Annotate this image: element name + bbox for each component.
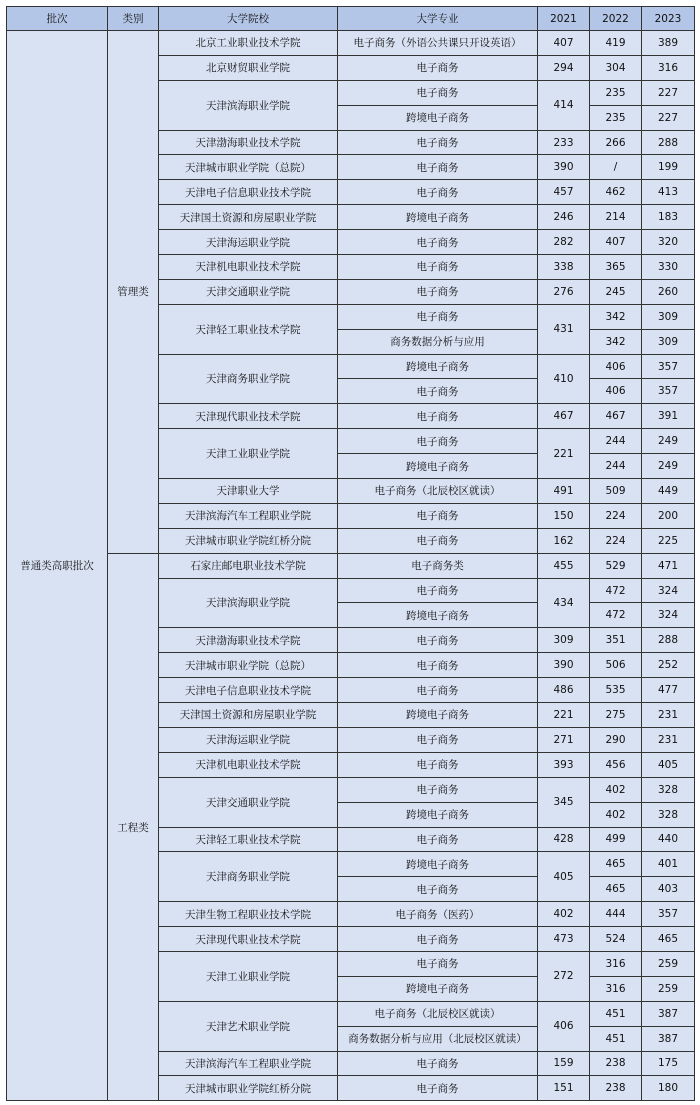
score-2023-cell: 260 bbox=[642, 279, 695, 304]
major-cell: 电子商务 bbox=[338, 279, 538, 304]
major-cell: 电子商务 bbox=[338, 255, 538, 280]
score-2023-cell: 324 bbox=[642, 603, 695, 628]
score-2021-cell: 434 bbox=[538, 578, 590, 628]
score-2021-cell: 393 bbox=[538, 752, 590, 777]
major-cell: 电子商务 bbox=[338, 951, 538, 976]
major-cell: 电子商务 bbox=[338, 379, 538, 404]
score-2021-cell: 221 bbox=[538, 429, 590, 479]
admission-score-table bbox=[6, 6, 695, 1101]
score-2023-cell: 249 bbox=[642, 429, 695, 454]
score-2021-cell: 467 bbox=[538, 404, 590, 429]
score-2021-cell: 338 bbox=[538, 255, 590, 280]
score-2022-cell: 407 bbox=[590, 230, 642, 255]
score-2021-cell: 271 bbox=[538, 727, 590, 752]
batch-cell: 普通类高职批次 bbox=[7, 31, 108, 1101]
score-2023-cell: 413 bbox=[642, 180, 695, 205]
score-2022-cell: 465 bbox=[590, 877, 642, 902]
score-2022-cell: 342 bbox=[590, 304, 642, 329]
school-cell: 石家庄邮电职业技术学院 bbox=[159, 553, 338, 578]
score-2021-cell: 151 bbox=[538, 1076, 590, 1101]
score-2022-cell: 245 bbox=[590, 279, 642, 304]
major-cell: 电子商务类 bbox=[338, 553, 538, 578]
header-school: 大学院校 bbox=[159, 7, 338, 31]
score-2023-cell: 401 bbox=[642, 852, 695, 877]
header-year-2021: 2021 bbox=[538, 7, 590, 31]
score-2022-cell: 444 bbox=[590, 902, 642, 927]
score-2022-cell: 304 bbox=[590, 55, 642, 80]
school-cell: 天津艺术职业学院 bbox=[159, 1001, 338, 1051]
major-cell: 商务数据分析与应用 bbox=[338, 329, 538, 354]
score-2021-cell: 276 bbox=[538, 279, 590, 304]
score-2022-cell: 342 bbox=[590, 329, 642, 354]
score-2023-cell: 357 bbox=[642, 379, 695, 404]
school-cell: 天津生物工程职业技术学院 bbox=[159, 902, 338, 927]
score-2023-cell: 259 bbox=[642, 976, 695, 1001]
school-cell: 天津交通职业学院 bbox=[159, 777, 338, 827]
score-2021-cell: 390 bbox=[538, 155, 590, 180]
score-2023-cell: 387 bbox=[642, 1026, 695, 1051]
score-2022-cell: 238 bbox=[590, 1076, 642, 1101]
score-2021-cell: 294 bbox=[538, 55, 590, 80]
score-2023-cell: 175 bbox=[642, 1051, 695, 1076]
major-cell: 电子商务 bbox=[338, 404, 538, 429]
score-2023-cell: 328 bbox=[642, 777, 695, 802]
school-cell: 天津海运职业学院 bbox=[159, 727, 338, 752]
score-2022-cell: 462 bbox=[590, 180, 642, 205]
score-2023-cell: 320 bbox=[642, 230, 695, 255]
school-cell: 天津城市职业学院红桥分院 bbox=[159, 528, 338, 553]
score-2022-cell: 316 bbox=[590, 976, 642, 1001]
major-cell: 电子商务 bbox=[338, 80, 538, 105]
major-cell: 跨境电子商务 bbox=[338, 105, 538, 130]
score-2021-cell: 150 bbox=[538, 503, 590, 528]
major-cell: 电子商务 bbox=[338, 528, 538, 553]
score-2023-cell: 357 bbox=[642, 902, 695, 927]
school-cell: 天津商务职业学院 bbox=[159, 852, 338, 902]
score-2021-cell: 402 bbox=[538, 902, 590, 927]
score-2022-cell: 235 bbox=[590, 80, 642, 105]
score-2022-cell: 224 bbox=[590, 503, 642, 528]
score-2022-cell: 316 bbox=[590, 951, 642, 976]
major-cell: 电子商务 bbox=[338, 927, 538, 952]
major-cell: 跨境电子商务 bbox=[338, 354, 538, 379]
score-2023-cell: 199 bbox=[642, 155, 695, 180]
school-cell: 天津轻工职业技术学院 bbox=[159, 827, 338, 852]
score-2022-cell: 235 bbox=[590, 105, 642, 130]
school-cell: 天津机电职业技术学院 bbox=[159, 255, 338, 280]
major-cell: 跨境电子商务 bbox=[338, 852, 538, 877]
school-cell: 天津机电职业技术学院 bbox=[159, 752, 338, 777]
table-row bbox=[7, 31, 695, 56]
school-cell: 天津现代职业技术学院 bbox=[159, 404, 338, 429]
major-cell: 电子商务 bbox=[338, 130, 538, 155]
score-2023-cell: 288 bbox=[642, 628, 695, 653]
header-major: 大学专业 bbox=[338, 7, 538, 31]
score-2022-cell: 406 bbox=[590, 354, 642, 379]
school-cell: 天津电子信息职业技术学院 bbox=[159, 180, 338, 205]
score-2023-cell: 440 bbox=[642, 827, 695, 852]
school-cell: 天津交通职业学院 bbox=[159, 279, 338, 304]
score-2022-cell: 402 bbox=[590, 802, 642, 827]
score-2021-cell: 221 bbox=[538, 703, 590, 728]
school-cell: 天津电子信息职业技术学院 bbox=[159, 678, 338, 703]
major-cell: 电子商务 bbox=[338, 55, 538, 80]
score-2022-cell: 472 bbox=[590, 578, 642, 603]
school-cell: 天津渤海职业技术学院 bbox=[159, 628, 338, 653]
school-cell: 天津滨海职业学院 bbox=[159, 80, 338, 130]
score-2022-cell: 451 bbox=[590, 1026, 642, 1051]
score-2022-cell: 419 bbox=[590, 31, 642, 56]
major-cell: 电子商务 bbox=[338, 877, 538, 902]
category-cell: 管理类 bbox=[108, 31, 159, 554]
score-2022-cell: 244 bbox=[590, 454, 642, 479]
school-cell: 天津商务职业学院 bbox=[159, 354, 338, 404]
major-cell: 电子商务 bbox=[338, 155, 538, 180]
score-2021-cell: 309 bbox=[538, 628, 590, 653]
score-2022-cell: 524 bbox=[590, 927, 642, 952]
score-2023-cell: 316 bbox=[642, 55, 695, 80]
score-2021-cell: 233 bbox=[538, 130, 590, 155]
major-cell: 电子商务 bbox=[338, 752, 538, 777]
school-cell: 天津滨海汽车工程职业学院 bbox=[159, 1051, 338, 1076]
major-cell: 跨境电子商务 bbox=[338, 802, 538, 827]
score-2023-cell: 225 bbox=[642, 528, 695, 553]
score-2021-cell: 491 bbox=[538, 479, 590, 504]
major-cell: 电子商务 bbox=[338, 503, 538, 528]
score-2022-cell: 244 bbox=[590, 429, 642, 454]
score-2022-cell: 224 bbox=[590, 528, 642, 553]
score-2023-cell: 328 bbox=[642, 802, 695, 827]
major-cell: 电子商务（北辰校区就读） bbox=[338, 1001, 538, 1026]
score-2022-cell: 406 bbox=[590, 379, 642, 404]
table-row bbox=[7, 553, 695, 578]
score-2022-cell: 266 bbox=[590, 130, 642, 155]
header-batch: 批次 bbox=[7, 7, 108, 31]
school-cell: 天津工业职业学院 bbox=[159, 429, 338, 479]
major-cell: 电子商务 bbox=[338, 578, 538, 603]
score-2021-cell: 406 bbox=[538, 1001, 590, 1051]
major-cell: 跨境电子商务 bbox=[338, 603, 538, 628]
score-2023-cell: 389 bbox=[642, 31, 695, 56]
school-cell: 天津工业职业学院 bbox=[159, 951, 338, 1001]
major-cell: 电子商务 bbox=[338, 777, 538, 802]
score-2023-cell: 357 bbox=[642, 354, 695, 379]
score-2021-cell: 473 bbox=[538, 927, 590, 952]
major-cell: 跨境电子商务 bbox=[338, 976, 538, 1001]
score-2023-cell: 288 bbox=[642, 130, 695, 155]
table-body bbox=[7, 31, 695, 1101]
score-2023-cell: 477 bbox=[642, 678, 695, 703]
score-2023-cell: 391 bbox=[642, 404, 695, 429]
score-2021-cell: 428 bbox=[538, 827, 590, 852]
header-year-2022: 2022 bbox=[590, 7, 642, 31]
score-2022-cell: 499 bbox=[590, 827, 642, 852]
score-2021-cell: 246 bbox=[538, 205, 590, 230]
header-year-2023: 2023 bbox=[642, 7, 695, 31]
score-2022-cell: 465 bbox=[590, 852, 642, 877]
major-cell: 电子商务（北辰校区就读） bbox=[338, 479, 538, 504]
score-2021-cell: 282 bbox=[538, 230, 590, 255]
score-2023-cell: 227 bbox=[642, 105, 695, 130]
school-cell: 天津渤海职业技术学院 bbox=[159, 130, 338, 155]
major-cell: 跨境电子商务 bbox=[338, 703, 538, 728]
score-2022-cell: 529 bbox=[590, 553, 642, 578]
score-2022-cell: 214 bbox=[590, 205, 642, 230]
major-cell: 电子商务 bbox=[338, 230, 538, 255]
school-cell: 天津国土资源和房屋职业学院 bbox=[159, 205, 338, 230]
score-2023-cell: 259 bbox=[642, 951, 695, 976]
score-2021-cell: 345 bbox=[538, 777, 590, 827]
score-2022-cell: 275 bbox=[590, 703, 642, 728]
score-2021-cell: 390 bbox=[538, 653, 590, 678]
score-2023-cell: 403 bbox=[642, 877, 695, 902]
score-2023-cell: 324 bbox=[642, 578, 695, 603]
score-2023-cell: 180 bbox=[642, 1076, 695, 1101]
score-2023-cell: 227 bbox=[642, 80, 695, 105]
school-cell: 天津职业大学 bbox=[159, 479, 338, 504]
score-2022-cell: / bbox=[590, 155, 642, 180]
score-2022-cell: 472 bbox=[590, 603, 642, 628]
school-cell: 天津城市职业学院（总院） bbox=[159, 653, 338, 678]
score-2021-cell: 431 bbox=[538, 304, 590, 354]
score-2023-cell: 465 bbox=[642, 927, 695, 952]
major-cell: 电子商务 bbox=[338, 653, 538, 678]
score-2023-cell: 200 bbox=[642, 503, 695, 528]
score-2021-cell: 272 bbox=[538, 951, 590, 1001]
score-2023-cell: 249 bbox=[642, 454, 695, 479]
score-2022-cell: 467 bbox=[590, 404, 642, 429]
score-2023-cell: 309 bbox=[642, 304, 695, 329]
major-cell: 电子商务 bbox=[338, 304, 538, 329]
major-cell: 电子商务 bbox=[338, 1051, 538, 1076]
score-2022-cell: 506 bbox=[590, 653, 642, 678]
score-2022-cell: 509 bbox=[590, 479, 642, 504]
major-cell: 跨境电子商务 bbox=[338, 205, 538, 230]
school-cell: 天津城市职业学院（总院） bbox=[159, 155, 338, 180]
score-2022-cell: 238 bbox=[590, 1051, 642, 1076]
school-cell: 天津海运职业学院 bbox=[159, 230, 338, 255]
score-2022-cell: 290 bbox=[590, 727, 642, 752]
score-2022-cell: 535 bbox=[590, 678, 642, 703]
school-cell: 北京工业职业技术学院 bbox=[159, 31, 338, 56]
school-cell: 北京财贸职业学院 bbox=[159, 55, 338, 80]
score-2022-cell: 365 bbox=[590, 255, 642, 280]
score-2021-cell: 407 bbox=[538, 31, 590, 56]
header-row bbox=[7, 7, 695, 31]
school-cell: 天津滨海汽车工程职业学院 bbox=[159, 503, 338, 528]
major-cell: 跨境电子商务 bbox=[338, 454, 538, 479]
score-2023-cell: 449 bbox=[642, 479, 695, 504]
score-2023-cell: 387 bbox=[642, 1001, 695, 1026]
score-2021-cell: 414 bbox=[538, 80, 590, 130]
school-cell: 天津国土资源和房屋职业学院 bbox=[159, 703, 338, 728]
score-2023-cell: 231 bbox=[642, 703, 695, 728]
score-2023-cell: 471 bbox=[642, 553, 695, 578]
score-2023-cell: 183 bbox=[642, 205, 695, 230]
score-2022-cell: 351 bbox=[590, 628, 642, 653]
score-2023-cell: 330 bbox=[642, 255, 695, 280]
score-2023-cell: 252 bbox=[642, 653, 695, 678]
score-2022-cell: 451 bbox=[590, 1001, 642, 1026]
category-cell: 工程类 bbox=[108, 553, 159, 1101]
score-2021-cell: 410 bbox=[538, 354, 590, 404]
major-cell: 电子商务 bbox=[338, 678, 538, 703]
score-2021-cell: 457 bbox=[538, 180, 590, 205]
major-cell: 电子商务（医药） bbox=[338, 902, 538, 927]
score-2023-cell: 231 bbox=[642, 727, 695, 752]
major-cell: 电子商务（外语公共课只开设英语） bbox=[338, 31, 538, 56]
score-2021-cell: 159 bbox=[538, 1051, 590, 1076]
major-cell: 电子商务 bbox=[338, 628, 538, 653]
score-2021-cell: 455 bbox=[538, 553, 590, 578]
score-2022-cell: 456 bbox=[590, 752, 642, 777]
header-category: 类别 bbox=[108, 7, 159, 31]
school-cell: 天津轻工职业技术学院 bbox=[159, 304, 338, 354]
major-cell: 电子商务 bbox=[338, 727, 538, 752]
major-cell: 电子商务 bbox=[338, 1076, 538, 1101]
score-2023-cell: 309 bbox=[642, 329, 695, 354]
score-2023-cell: 405 bbox=[642, 752, 695, 777]
score-2021-cell: 486 bbox=[538, 678, 590, 703]
school-cell: 天津城市职业学院红桥分院 bbox=[159, 1076, 338, 1101]
score-2021-cell: 162 bbox=[538, 528, 590, 553]
school-cell: 天津滨海职业学院 bbox=[159, 578, 338, 628]
school-cell: 天津现代职业技术学院 bbox=[159, 927, 338, 952]
major-cell: 电子商务 bbox=[338, 827, 538, 852]
major-cell: 商务数据分析与应用（北辰校区就读） bbox=[338, 1026, 538, 1051]
major-cell: 电子商务 bbox=[338, 180, 538, 205]
score-2022-cell: 402 bbox=[590, 777, 642, 802]
major-cell: 电子商务 bbox=[338, 429, 538, 454]
score-2021-cell: 405 bbox=[538, 852, 590, 902]
